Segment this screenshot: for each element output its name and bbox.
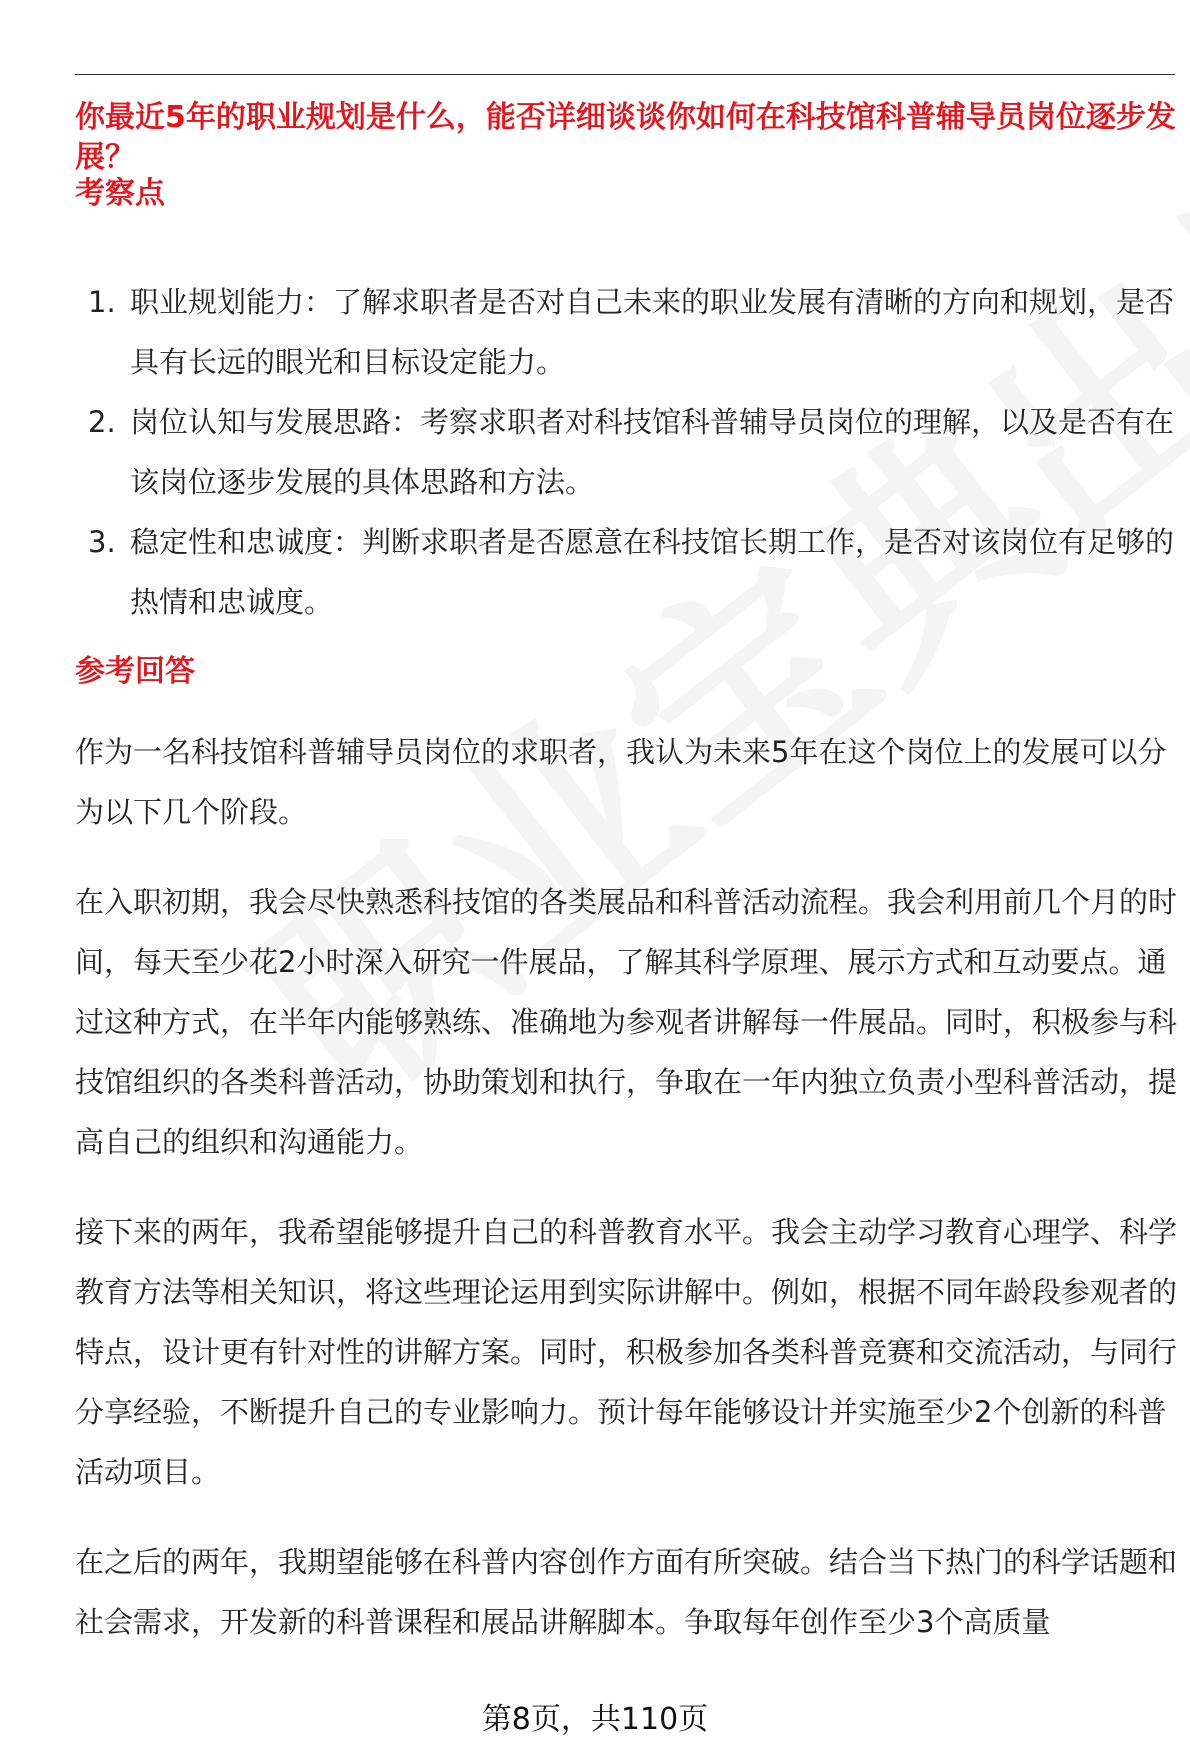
answer-section-title: 参考回答 — [75, 654, 195, 689]
point-text: 岗位认知与发展思路：考察求职者对科技馆科普辅导员岗位的理解，以及是否有在该岗位逐步发展的具体思路和方法。 — [130, 405, 1175, 499]
top-divider — [75, 74, 1175, 75]
point-number: 2. — [88, 405, 116, 439]
point-item — [88, 512, 1180, 632]
point-text: 职业规划能力：了解求职者是否对自己未来的职业发展有清晰的方向和规划，是否具有长远的眼光和目标设定能力。 — [130, 285, 1175, 379]
answer-paragraph: 在入职初期，我会尽快熟悉科技馆的各类展品和科普活动流程。我会利用前几个月的时间，每天至少花2小时深入研究一件展品，了解其科学原理、展示方式和互动要点。通过这种方式，在半年内能够熟练、准确地为参观者讲解每一件展品。同时，积极参与科技馆组织的各类科普活动，协助策划和执行，争取在一年内独立负责小型科普活动，提高自己的组织和沟通能力。 — [75, 885, 1178, 1159]
point-number: 3. — [88, 525, 116, 559]
point-item — [88, 272, 1180, 392]
question-heading: 你最近5年的职业规划是什么，能否详细谈谈你如何在科技馆科普辅导员岗位逐步发展？ — [75, 100, 1176, 175]
points-section-title: 考察点 — [75, 176, 165, 211]
answer-paragraph: 在之后的两年，我期望能够在科普内容创作方面有所突破。结合当下热门的科学话题和社会需求，开发新的科普课程和展品讲解脚本。争取每年创作至少3个高质量 — [75, 1545, 1178, 1639]
point-item — [88, 392, 1180, 512]
point-number: 1. — [88, 285, 116, 319]
answer-paragraph: 接下来的两年，我希望能够提升自己的科普教育水平。我会主动学习教育心理学、科学教育方法等相关知识，将这些理论运用到实际讲解中。例如，根据不同年龄段参观者的特点，设计更有针对性的讲解方案。同时，积极参加各类科普竞赛和交流活动，与同行分享经验，不断提升自己的专业影响力。预计每年能够设计并实施至少2个创新的科普活动项目。 — [75, 1215, 1178, 1489]
page-number-footer: 第8页，共110页 — [481, 1702, 709, 1737]
answer-body — [75, 722, 1183, 1682]
point-text: 稳定性和忠诚度：判断求职者是否愿意在科技馆长期工作，是否对该岗位有足够的热情和忠诚度。 — [130, 525, 1175, 619]
points-list — [88, 272, 1180, 632]
answer-paragraph: 作为一名科技馆科普辅导员岗位的求职者，我认为未来5年在这个岗位上的发展可以分为以下几个阶段。 — [75, 735, 1167, 829]
